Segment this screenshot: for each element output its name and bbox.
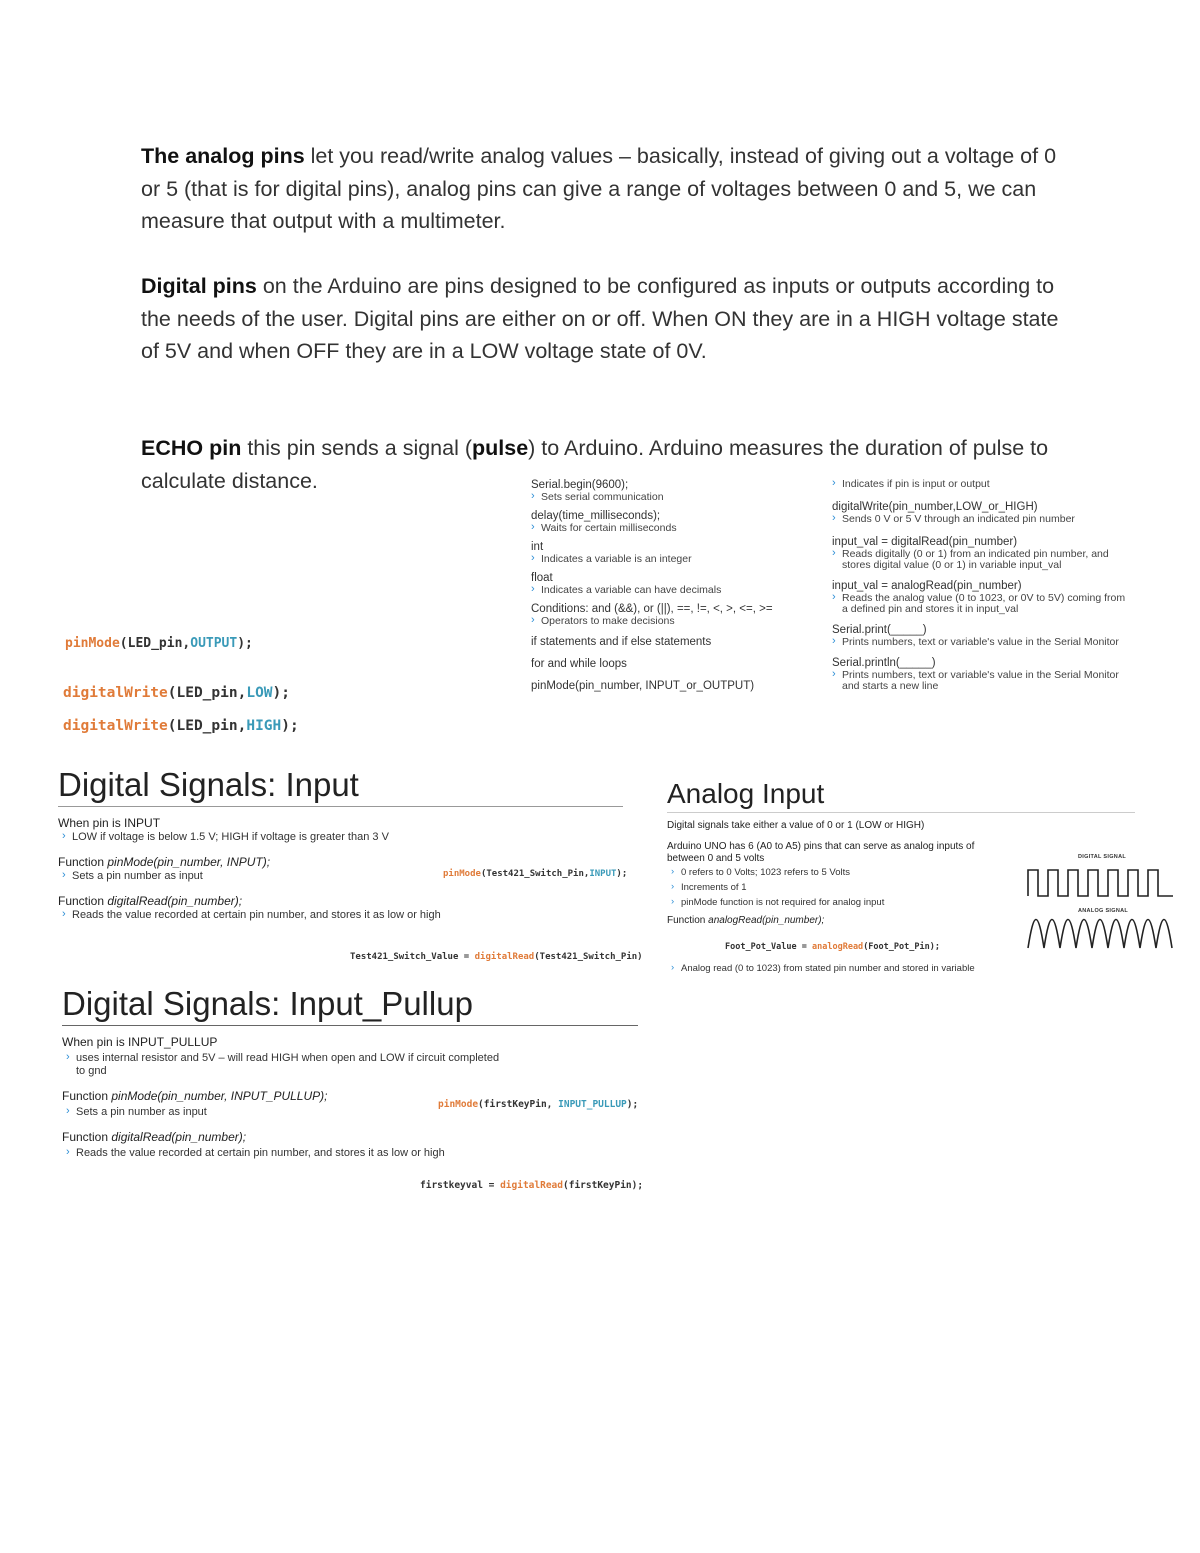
code-function: analogRead [812,942,864,952]
slide-line-fn: pinMode(pin_number, INPUT); [107,855,271,869]
digital-wave-line [1028,870,1173,896]
code-pre: Test421_Switch_Value = [350,952,475,962]
ref-item [531,509,821,534]
analog-input-body-2 [667,961,1012,976]
digital-pullup-code-1 [438,1099,638,1110]
ref-item [832,479,1132,490]
analog-pins-text: let you read/write analog values – basically, instead of giving out a voltage of 0 or 5 (that is for digital pins), analog pins can give a range of voltages between 0 and 5, we can measure that output with a multimeter. [141,144,1057,233]
code-function: pinMode [443,869,481,879]
ref-item [531,679,821,693]
ref-sub: › Indicates if pin is input or output [832,479,1132,490]
slide-line [62,1130,502,1145]
slide-bullet: › uses internal resistor and 5V – will read HIGH when open and LOW if circuit completed to gnd [62,1052,502,1078]
digital-input-title: Digital Signals: Input [58,766,359,803]
slide-line-prefix: Function [58,894,108,908]
pinmode-code-line [65,636,253,651]
digital-signal-wave [1026,866,1176,900]
ref-sub: › Prints numbers, text or variable's value in the Serial Monitor and starts a new line [832,670,1132,692]
echo-pin-text-2: ) to Arduino. Arduino measures the duration of pulse to calculate distance. [141,436,1049,493]
slide-bullet: › Sets a pin number as input [58,870,618,883]
code-end: ); [272,685,291,701]
ref-sub: › Sets serial communication [531,492,821,503]
ref-heading: int [531,541,544,553]
ref-sub: › Waits for certain milliseconds [531,523,821,534]
ref-item [531,478,821,503]
analog-signal-label: ANALOG SIGNAL [1078,908,1129,914]
ref-sub: › Indicates a variable is an integer [531,554,821,565]
digital-pullup-title: Digital Signals: Input_Pullup [62,985,473,1022]
slide-line-prefix: Function [667,915,709,926]
slide-line-fn: analogRead(pin_number); [708,915,825,926]
ref-heading: pinMode(pin_number, INPUT_or_OUTPUT) [531,680,755,692]
reference-list-left [531,478,821,699]
slide-line [667,915,1012,927]
slide-bullet: › Sets a pin number as input [62,1106,502,1119]
slide-line-prefix: Function [62,1130,112,1144]
digital-pullup-code-2 [420,1180,643,1191]
code-arg: (Test421_Switch_Pin) [534,952,643,962]
digital-pins-paragraph [141,270,1071,368]
ref-heading: delay(time_milliseconds); [531,510,661,522]
slide-line [58,855,618,870]
ref-heading: digitalWrite(pin_number,LOW_or_HIGH) [832,501,1038,513]
slide-line: Arduino UNO has 6 (A0 to A5) pins that can serve as analog inputs of between 0 and 5 volts [667,841,975,864]
code-function: digitalRead [500,1180,563,1191]
slide-bullet: › 0 refers to 0 Volts; 1023 refers to 5 Volts [667,865,1012,880]
digital-input-code-2 [350,952,643,962]
analog-input-body [667,820,1012,927]
ref-sub: › Prints numbers, text or variable's value in the Serial Monitor [832,637,1132,648]
analog-pins-term: The analog pins [141,144,305,168]
ref-item [531,635,821,649]
slide-line-prefix: Function [58,855,108,869]
code-arg: (firstKeyPin); [563,1180,644,1191]
code-arg: (LED_pin, [167,718,247,734]
ref-heading: Serial.begin(9600); [531,479,629,491]
slide-line-fn: pinMode(pin_number, INPUT_PULLUP); [111,1089,328,1103]
slide-line-prefix: Function [62,1089,112,1103]
code-keyword: INPUT [589,869,617,879]
code-arg: (Foot_Pot_Pin); [863,942,940,952]
ref-sub: › Reads the analog value (0 to 1023, or 0V to 5V) coming from a defined pin and stores it in input_val [832,593,1132,615]
code-end: ); [616,869,628,879]
slide-line: When pin is INPUT [58,816,161,830]
analog-wave-line [1028,920,1172,949]
ref-heading: input_val = analogRead(pin_number) [832,580,1022,592]
slide-bullet: › LOW if voltage is below 1.5 V; HIGH if voltage is greater than 3 V [58,831,618,844]
digitalwrite-high-code-line [63,718,299,734]
analog-pins-paragraph [141,140,1071,238]
digitalwrite-low-code-line [63,685,290,701]
echo-pin-term: ECHO pin [141,436,242,460]
ref-sub: › Sends 0 V or 5 V through an indicated pin number [832,514,1132,525]
slide-bullet: › Analog read (0 to 1023) from stated pin number and stored in variable [667,961,1012,976]
code-keyword: OUTPUT [190,636,238,651]
analog-input-title: Analog Input [667,778,825,809]
slide-bullet: › Reads the value recorded at certain pin number, and stores it as low or high [62,1147,502,1160]
code-end: ); [237,636,253,651]
ref-item [832,623,1132,648]
ref-item [832,500,1132,525]
digital-pins-term: Digital pins [141,274,257,298]
ref-heading: if statements and if else statements [531,636,712,648]
code-function: digitalWrite [63,718,168,734]
code-arg: (firstKeyPin, [478,1099,559,1110]
ref-item [531,571,821,596]
analog-signal-wave [1026,914,1176,952]
code-keyword: HIGH [246,718,282,734]
code-arg: (LED_pin, [167,685,247,701]
ref-item [832,579,1132,615]
ref-heading: float [531,572,553,584]
reference-list-right [832,479,1132,698]
ref-sub: › Reads digitally (0 or 1) from an indicated pin number, and stores digital value (0 or 1) in variable input_val [832,549,1132,571]
ref-heading: Conditions: and (&&), or (||), ==, !=, <, >, <=, >= [531,603,773,615]
ref-item [832,656,1132,692]
digital-input-rule [58,806,623,807]
code-function: pinMode [65,636,120,651]
slide-bullet: › Increments of 1 [667,880,1012,895]
code-function: pinMode [438,1099,479,1110]
ref-sub: › Indicates a variable can have decimals [531,585,821,596]
slide-line [58,894,618,909]
code-function: digitalWrite [63,685,168,701]
pulse-term: pulse [472,436,529,460]
digital-signal-label: DIGITAL SIGNAL [1078,854,1126,860]
code-arg: (LED_pin, [119,636,191,651]
code-arg: (Test421_Switch_Pin, [480,869,590,879]
ref-heading: input_val = digitalRead(pin_number) [832,536,1018,548]
slide-line-fn: digitalRead(pin_number); [107,894,243,908]
analog-input-rule [667,812,1135,813]
ref-heading: for and while loops [531,658,627,670]
ref-heading: Serial.println(_____) [832,657,936,669]
code-end: ); [626,1099,639,1110]
code-end: ); [281,718,299,734]
echo-pin-text-1: this pin sends a signal ( [241,436,472,460]
slide-line [62,1089,502,1104]
digital-input-code-1 [443,869,627,879]
ref-item [531,602,821,627]
digital-pullup-rule [62,1025,638,1026]
slide-bullet: › pinMode function is not required for analog input [667,895,1012,910]
ref-item [531,657,821,671]
analog-input-code [725,942,940,952]
code-function: digitalRead [474,952,535,962]
ref-sub: › Operators to make decisions [531,616,821,627]
code-keyword: LOW [246,685,273,701]
code-pre: firstkeyval = [420,1180,501,1191]
ref-item [531,540,821,565]
code-pre: Foot_Pot_Value = [725,942,812,952]
slide-line: When pin is INPUT_PULLUP [62,1035,218,1049]
slide-line: Digital signals take either a value of 0 or 1 (LOW or HIGH) [667,820,925,831]
digital-pullup-body [62,1035,502,1160]
ref-item [832,535,1132,571]
slide-bullet: › Reads the value recorded at certain pin number, and stores it as low or high [58,909,618,922]
digital-pins-text: on the Arduino are pins designed to be configured as inputs or outputs according to the needs of the user. Digital pins are either on or off. When ON they are in a HIGH voltage state of 5V and when OFF they are in a LOW voltage state of 0V. [141,274,1059,363]
code-keyword: INPUT_PULLUP [558,1099,627,1110]
slide-line-fn: digitalRead(pin_number); [111,1130,247,1144]
ref-heading: Serial.print(_____) [832,624,927,636]
